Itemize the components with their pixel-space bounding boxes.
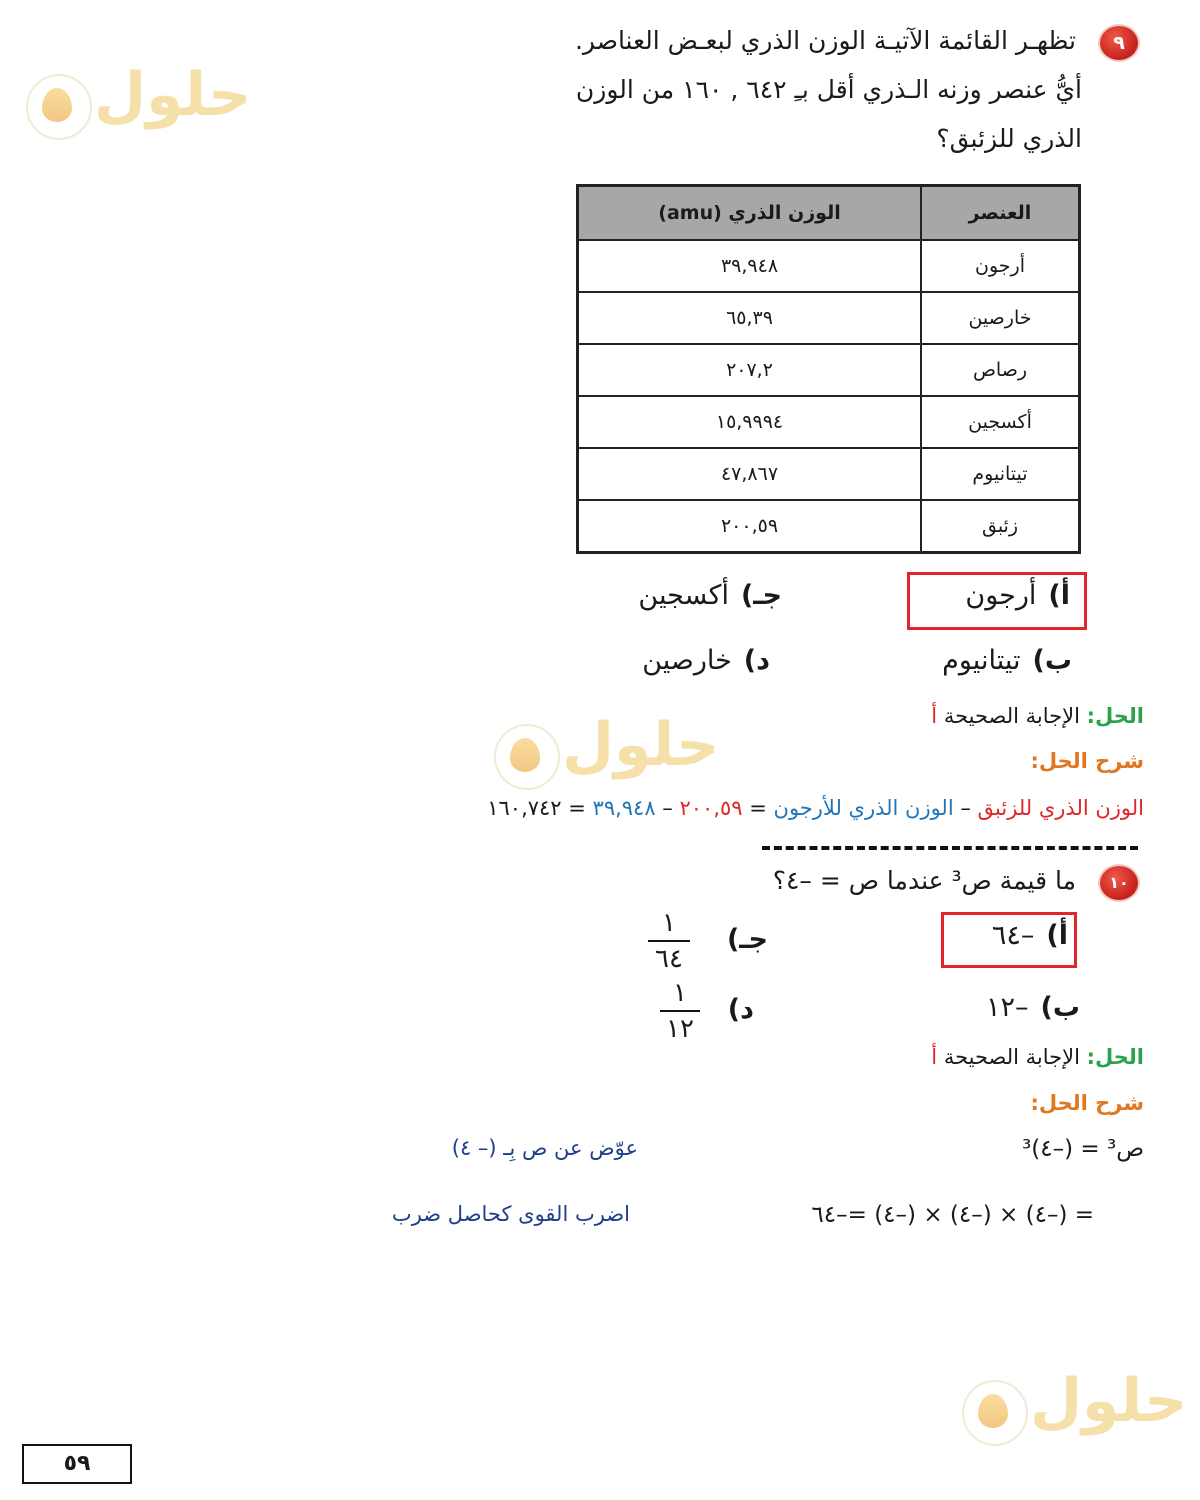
mercury-weight-label: الوزن الذري للزئبق (977, 796, 1144, 820)
option-text: –٦٤ (991, 920, 1035, 951)
option-c[interactable] (715, 924, 768, 955)
option-letter: أ) (1046, 920, 1068, 951)
option-c[interactable] (638, 580, 782, 611)
step2-math: = (–٤) × (–٤) × (–٤) =–٦٤ (811, 1202, 1094, 1228)
step2-note: اضرب القوى كحاصل ضرب (391, 1202, 630, 1226)
watermark-text: حلول (562, 710, 720, 780)
argon-weight-label: الوزن الذري للأرجون (773, 796, 954, 820)
equals-sign: = (742, 796, 774, 820)
option-b[interactable] (986, 992, 1080, 1023)
option-text: خارصين (642, 645, 732, 676)
solution-answer: أ (931, 704, 938, 728)
weight-cell: ٣٩,٩٤٨ (578, 240, 922, 292)
book-drop-icon (978, 1394, 1008, 1428)
solution-label: الحل: (1086, 704, 1144, 728)
option-text: تيتانيوم (942, 645, 1021, 676)
minus-sign: – (953, 796, 978, 820)
option-letter: جـ) (726, 924, 768, 955)
option-d[interactable] (642, 645, 770, 676)
option-c-fraction (648, 908, 690, 974)
weight-cell: ٤٧,٨٦٧ (578, 448, 922, 500)
fraction-numerator: ١ (662, 908, 676, 938)
explain-label: شرح الحل: (1030, 1091, 1144, 1115)
weight-cell: ٢٠٠,٥٩ (578, 500, 922, 553)
option-letter: د) (743, 645, 770, 676)
watermark-text: حلول (1030, 1366, 1188, 1436)
option-letter: ب) (1040, 992, 1080, 1023)
solution-line (931, 704, 1144, 728)
option-text: أرجون (965, 580, 1037, 611)
table-row (578, 448, 1080, 500)
weight-cell: ١٥,٩٩٩٤ (578, 396, 922, 448)
solution-label: الحل: (1086, 1045, 1144, 1069)
option-a[interactable] (965, 580, 1070, 611)
option-a[interactable] (992, 920, 1068, 951)
fraction-numerator: ١ (673, 978, 687, 1008)
option-letter: ب) (1032, 645, 1072, 676)
element-cell: أرجون (921, 240, 1080, 292)
equals-sign: = (561, 796, 593, 820)
question-text-line: الذري للزئبق؟ (936, 124, 1082, 153)
option-letter: أ) (1048, 580, 1070, 611)
section-divider (762, 846, 1138, 850)
element-cell: زئبق (921, 500, 1080, 553)
book-drop-icon (510, 738, 540, 772)
table-row (578, 292, 1080, 344)
table-row (578, 240, 1080, 292)
column-header-weight: الوزن الذري (amu) (578, 186, 922, 241)
solution-text: الإجابة الصحيحة (943, 1045, 1080, 1069)
table-row (578, 396, 1080, 448)
fraction-denominator: ١٢ (666, 1014, 694, 1044)
solution-answer: أ (931, 1045, 938, 1069)
question-text-line: أيُّ عنصر وزنه الـذري أقل بـِ ٦٤٢ , ١٦٠ من الوزن (575, 75, 1082, 104)
column-header-element: العنصر (921, 186, 1080, 241)
fraction-denominator: ٦٤ (655, 944, 683, 974)
question-text-line: تظهـر القائمة الآتيـة الوزن الذري لبعـض العناصر. (574, 26, 1076, 55)
argon-weight-value: ٣٩,٩٤٨ (592, 796, 656, 820)
element-cell: خارصين (921, 292, 1080, 344)
table-header-row (578, 186, 1080, 241)
question-number-badge: ٩ (1100, 26, 1138, 60)
option-d-fraction (660, 978, 700, 1044)
option-letter: د) (727, 994, 754, 1025)
page-number: ٥٩ (22, 1444, 132, 1484)
element-cell: رصاص (921, 344, 1080, 396)
explain-label: شرح الحل: (1030, 749, 1144, 773)
table-row (578, 344, 1080, 396)
option-letter: جـ) (740, 580, 782, 611)
option-b[interactable] (942, 645, 1072, 676)
option-text: –١٢ (986, 992, 1029, 1023)
mercury-weight-value: ٢٠٠,٥٩ (679, 796, 743, 820)
book-drop-icon (42, 88, 72, 122)
explain-equation (487, 796, 1144, 820)
weight-cell: ٢٠٧,٢ (578, 344, 922, 396)
element-cell: تيتانيوم (921, 448, 1080, 500)
weight-cell: ٦٥,٣٩ (578, 292, 922, 344)
solution-line (931, 1045, 1144, 1069)
atomic-weight-table (576, 184, 1081, 554)
question-number-badge: ١٠ (1100, 866, 1138, 900)
option-text: أكسجين (638, 580, 729, 611)
table-row (578, 500, 1080, 553)
element-cell: أكسجين (921, 396, 1080, 448)
question-text: ما قيمة ص³ عندما ص = –٤؟ (772, 866, 1076, 895)
watermark-text: حلول (94, 60, 252, 130)
result-value: ١٦٠,٧٤٢ (487, 796, 562, 820)
step1-math: ص³ = (–٤)³ (1022, 1136, 1144, 1162)
solution-text: الإجابة الصحيحة (943, 704, 1080, 728)
minus-sign: – (655, 796, 680, 820)
option-d[interactable] (716, 994, 754, 1025)
step1-note: عوّض عن ص بِـ (– ٤) (451, 1136, 638, 1160)
